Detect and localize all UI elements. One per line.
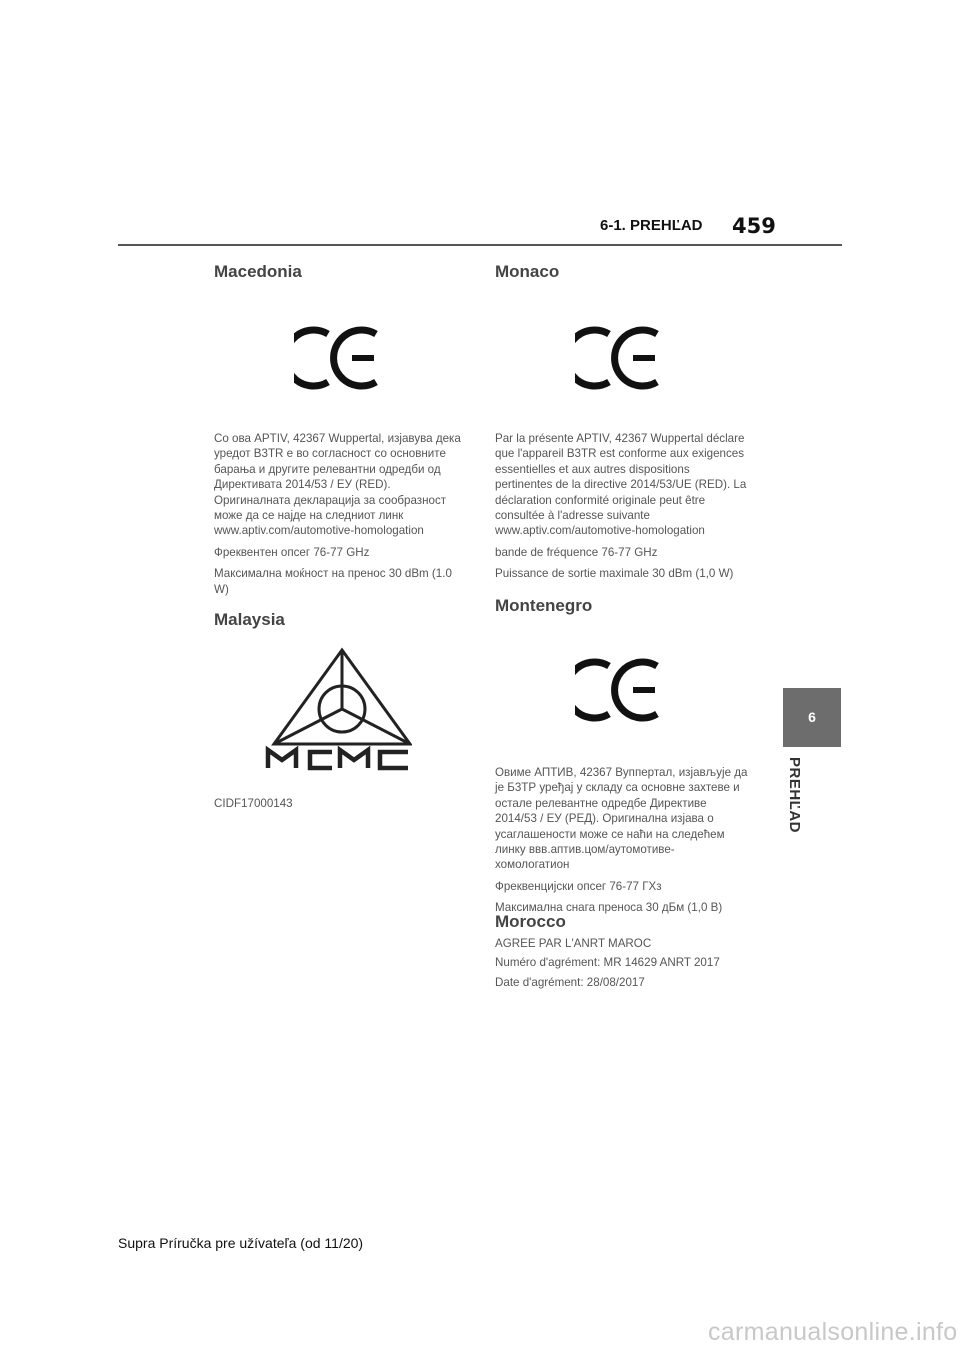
section-label: 6-1. PREHĽAD [600,217,703,234]
ce-mark-montenegro [575,658,661,722]
chapter-tab[interactable] [783,688,841,747]
montenegro-paragraph: Максимална снага преноса 30 дБм (1,0 В) [495,901,723,915]
chapter-number: 6 [808,709,816,725]
macedonia-paragraph: Максимална моќност на пренос 30 dBm (1.0 W) [214,567,452,596]
malaysia-heading: Malaysia [214,610,285,629]
mcmc-logo [264,646,412,772]
page-number: 459 [732,214,776,238]
macedonia-paragraph: Фреквентен опсег 76-77 GHz [214,545,370,559]
macedonia-heading: Macedonia [214,262,302,281]
monaco-body [495,431,749,582]
footer-text: Supra Príručka pre užívateľa (od 11/20) [118,1235,364,1251]
monaco-paragraph: bande de fréquence 76-77 GHz [495,545,658,559]
macedonia-body [214,431,462,597]
chapter-title: PREHĽAD [786,757,803,834]
morocco-body [495,936,749,990]
montenegro-body [495,765,749,916]
montenegro-paragraph: Овиме АПТИВ, 42367 Вуппертал, изјављује да је Б3ТР уређај у складу са основне захтеве и остале релевантне одредбе Директиве 2014/53 / ЕУ (РЕД). Оригинална изјава о усаглашености може се наћи на следећем линку ввв.аптив.цом/аутомотиве-хомологатион [495,766,748,872]
monaco-paragraph: Puissance de sortie maximale 30 dBm (1,0 W) [495,567,734,581]
morocco-paragraph: AGREE PAR L'ANRT MAROC [495,937,652,950]
macedonia-paragraph: Со ова APTIV, 42367 Wuppertal, изјавува дека уредот B3TR е во согласност со основните барања и другите релевантни одредби од Директивата 2014/53 / ЕУ (RED). Оригиналната декларација за сообразност може да се најде на следниот линк www.aptiv.com/automotive-homologation [214,432,461,538]
ce-mark-monaco [575,326,661,390]
malaysia-body [214,796,462,811]
morocco-paragraph: Date d'agrément: 28/08/2017 [495,975,645,989]
monaco-paragraph: Par la présente APTIV, 42367 Wuppertal déclare que l'appareil B3TR est conforme aux exigences essentielles et aux autres dispositions pertinentes de la directive 2014/53/UE (RED). La déclaration conformité originale peut être consultée à l'adresse suivante www.aptiv.com/automotive-homologation [495,432,747,538]
watermark: carmanualsonline.info [708,1318,958,1346]
montenegro-heading: Montenegro [495,596,593,615]
header-rule [118,244,842,246]
morocco-paragraph: Numéro d'agrément: MR 14629 ANRT 2017 [495,956,720,970]
morocco-heading: Morocco [495,912,566,931]
montenegro-paragraph: Фреквенцијски опсег 76-77 ГХз [495,879,662,893]
ce-mark-macedonia [294,326,380,390]
malaysia-certificate-id: CIDF17000143 [214,797,293,810]
monaco-heading: Monaco [495,262,560,281]
